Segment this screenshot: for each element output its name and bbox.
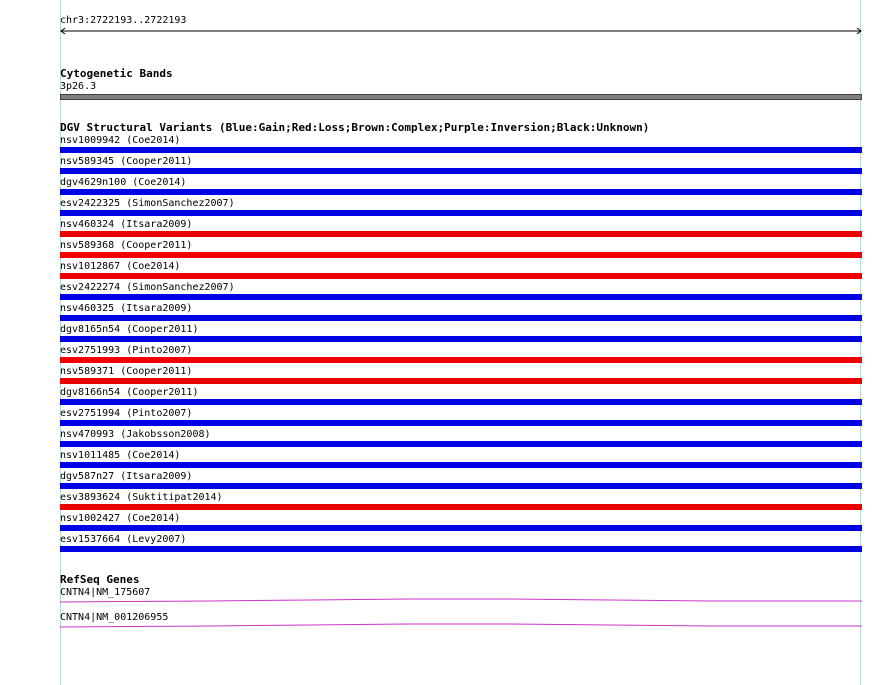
sv-bar-gain[interactable] (60, 315, 862, 321)
sv-label[interactable]: nsv589368 (Cooper2011) (60, 240, 193, 251)
sv-bar-loss[interactable] (60, 273, 862, 279)
sv-bar-gain[interactable] (60, 483, 862, 489)
sv-bar-gain[interactable] (60, 546, 862, 552)
sv-label[interactable]: nsv589345 (Cooper2011) (60, 156, 193, 167)
sv-bar-loss[interactable] (60, 504, 862, 510)
sv-label[interactable]: esv2751994 (Pinto2007) (60, 408, 193, 419)
sv-bar-gain[interactable] (60, 441, 862, 447)
sv-label[interactable]: esv2751993 (Pinto2007) (60, 345, 193, 356)
sv-label[interactable]: nsv589371 (Cooper2011) (60, 366, 193, 377)
dgv-track-title: DGV Structural Variants (Blue:Gain;Red:Loss;Brown:Complex;Purple:Inversion;Black:Unknown) (60, 121, 650, 134)
sv-bar-gain[interactable] (60, 147, 862, 153)
cytogenetic-band-label: 3p26.3 (60, 81, 97, 92)
sv-label[interactable]: esv2422274 (SimonSanchez2007) (60, 282, 235, 293)
sv-bar-gain[interactable] (60, 294, 862, 300)
coordinate-ruler (60, 26, 862, 36)
sv-bar-gain[interactable] (60, 420, 862, 426)
sv-bar-gain[interactable] (60, 525, 862, 531)
sv-label[interactable]: nsv460324 (Itsara2009) (60, 219, 193, 230)
gene-label[interactable]: CNTN4|NM_175607 (60, 587, 151, 598)
cytogenetic-track-title: Cytogenetic Bands (60, 67, 173, 80)
sv-label[interactable]: dgv8166n54 (Cooper2011) (60, 387, 199, 398)
sv-bar-loss[interactable] (60, 357, 862, 363)
refseq-track-title: RefSeq Genes (60, 573, 140, 586)
sv-label[interactable]: nsv1011485 (Coe2014) (60, 450, 181, 461)
sv-bar-gain[interactable] (60, 336, 862, 342)
sv-label[interactable]: dgv4629n100 (Coe2014) (60, 177, 187, 188)
sv-label[interactable]: nsv460325 (Itsara2009) (60, 303, 193, 314)
sv-bar-gain[interactable] (60, 168, 862, 174)
sv-bar-gain[interactable] (60, 189, 862, 195)
sv-label[interactable]: esv3893624 (Suktitipat2014) (60, 492, 223, 503)
sv-bar-loss[interactable] (60, 252, 862, 258)
gene-label[interactable]: CNTN4|NM_001206955 (60, 612, 169, 623)
sv-label[interactable]: nsv1002427 (Coe2014) (60, 513, 181, 524)
sv-label[interactable]: nsv1012867 (Coe2014) (60, 261, 181, 272)
sv-label[interactable]: nsv1009942 (Coe2014) (60, 135, 181, 146)
sv-label[interactable]: esv1537664 (Levy2007) (60, 534, 187, 545)
sv-label[interactable]: dgv8165n54 (Cooper2011) (60, 324, 199, 335)
sv-label[interactable]: dgv587n27 (Itsara2009) (60, 471, 193, 482)
gene-model-line[interactable] (60, 622, 862, 630)
sv-bar-gain[interactable] (60, 462, 862, 468)
sv-label[interactable]: nsv470993 (Jakobsson2008) (60, 429, 211, 440)
sv-bar-loss[interactable] (60, 231, 862, 237)
cytogenetic-band-bar[interactable] (60, 94, 862, 100)
sv-bar-gain[interactable] (60, 210, 862, 216)
sv-label[interactable]: esv2422325 (SimonSanchez2007) (60, 198, 235, 209)
sv-bar-loss[interactable] (60, 378, 862, 384)
coordinate-label: chr3:2722193..2722193 (60, 15, 187, 26)
right-boundary-line (860, 0, 861, 685)
gene-model-line[interactable] (60, 597, 862, 605)
sv-bar-gain[interactable] (60, 399, 862, 405)
